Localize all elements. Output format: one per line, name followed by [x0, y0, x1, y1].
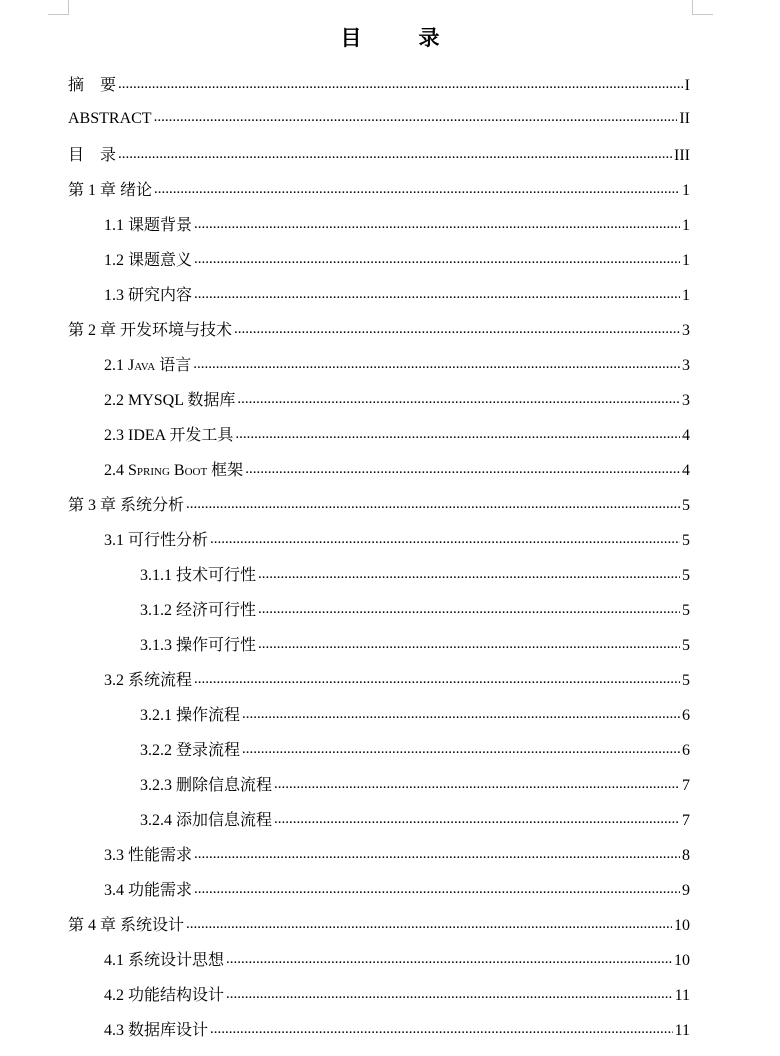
toc-entry-page-number: 5 — [682, 497, 690, 514]
toc-entry-page-number: 6 — [682, 742, 690, 759]
toc-entry[interactable] — [104, 457, 690, 481]
toc-entry[interactable] — [68, 72, 690, 96]
toc-entry-label: 3.1 可行性分析 — [104, 532, 209, 549]
toc-entry-label: 4.2 功能结构设计 — [104, 987, 225, 1004]
toc-entry[interactable] — [104, 352, 690, 376]
toc-entry-label: 目 录 — [68, 147, 117, 164]
toc-entry-label: 第 2 章 开发环境与技术 — [68, 322, 233, 339]
toc-dot-leader — [226, 984, 673, 1000]
toc-entry-page-number: 1 — [682, 182, 690, 199]
toc-entry-label: 2.4 Spring Boot 框架 — [104, 462, 244, 479]
toc-entry-page-number: 3 — [682, 392, 690, 409]
toc-dot-leader — [274, 809, 680, 825]
toc-entry-page-number: 1 — [682, 217, 690, 234]
toc-dot-leader — [154, 179, 680, 195]
crop-mark-top-right — [692, 0, 713, 15]
toc-dot-leader — [210, 529, 680, 545]
toc-entry[interactable] — [68, 142, 690, 166]
toc-dot-leader — [194, 844, 680, 860]
toc-entry-page-number: 4 — [682, 462, 690, 479]
toc-entry-label: 3.2.1 操作流程 — [140, 707, 241, 724]
toc-entry-label: 第 4 章 系统设计 — [68, 917, 185, 934]
toc-entry-page-number: 5 — [682, 602, 690, 619]
toc-dot-leader — [226, 949, 672, 965]
toc-dot-leader — [194, 284, 680, 300]
toc-entry[interactable] — [104, 282, 690, 306]
toc-entry-label: 2.2 MYSQL 数据库 — [104, 392, 236, 409]
toc-entry[interactable] — [104, 667, 690, 691]
toc-entry-page-number: 11 — [674, 987, 690, 1004]
toc-dot-leader — [242, 739, 680, 755]
toc-entry[interactable] — [140, 772, 690, 796]
toc-entry-page-number: III — [674, 147, 690, 164]
toc-dot-leader — [258, 599, 680, 615]
toc-entry-label: 第 1 章 绪论 — [68, 182, 153, 199]
toc-entry-page-number: II — [679, 110, 690, 127]
toc-dot-leader — [194, 214, 680, 230]
toc-dot-leader — [237, 389, 680, 405]
toc-entry-label: 3.1.2 经济可行性 — [140, 602, 257, 619]
toc-entry-label: 4.3 数据库设计 — [104, 1022, 209, 1039]
toc-entry-page-number: 5 — [682, 532, 690, 549]
toc-entry-label: ABSTRACT — [68, 110, 152, 127]
toc-entry[interactable] — [104, 247, 690, 271]
toc-entry-page-number: 5 — [682, 637, 690, 654]
toc-entry-page-number: 5 — [682, 567, 690, 584]
toc-entry-label: 1.2 课题意义 — [104, 252, 193, 269]
toc-entry[interactable] — [68, 912, 690, 936]
toc-entry-page-number: 8 — [682, 847, 690, 864]
toc-entry-label: 3.2 系统流程 — [104, 672, 193, 689]
toc-entry-page-number: I — [684, 77, 690, 94]
toc-entry-label: 3.3 性能需求 — [104, 847, 193, 864]
toc-dot-leader — [245, 459, 680, 475]
toc-entry-page-number: 3 — [682, 357, 690, 374]
toc-entry[interactable] — [104, 422, 690, 446]
toc-entry[interactable] — [68, 492, 690, 516]
toc-entry[interactable] — [104, 1017, 690, 1041]
toc-dot-leader — [258, 634, 680, 650]
toc-entry[interactable] — [140, 562, 690, 586]
toc-entry[interactable] — [68, 107, 690, 131]
toc-dot-leader — [118, 74, 683, 90]
toc-entry[interactable] — [140, 597, 690, 621]
toc-entry[interactable] — [140, 807, 690, 831]
toc-entry-label: 3.1.1 技术可行性 — [140, 567, 257, 584]
toc-entry[interactable] — [140, 737, 690, 761]
toc-entry-label: 第 3 章 系统分析 — [68, 497, 185, 514]
toc-dot-leader — [194, 879, 680, 895]
toc-dot-leader — [210, 1019, 673, 1035]
toc-dot-leader — [235, 424, 680, 440]
toc-entry-label: 3.2.2 登录流程 — [140, 742, 241, 759]
toc-entry-page-number: 7 — [682, 777, 690, 794]
toc-entry-page-number: 9 — [682, 882, 690, 899]
toc-entry-page-number: 7 — [682, 812, 690, 829]
toc-dot-leader — [194, 249, 680, 265]
toc-entry-page-number: 1 — [682, 287, 690, 304]
toc-entry-label: 3.1.3 操作可行性 — [140, 637, 257, 654]
toc-entry-label: 摘 要 — [68, 77, 117, 94]
toc-entry-page-number: 5 — [682, 672, 690, 689]
toc-dot-leader — [193, 354, 680, 370]
toc-entry[interactable] — [104, 947, 690, 971]
toc-entry[interactable] — [68, 177, 690, 201]
toc-entry-label: 1.3 研究内容 — [104, 287, 193, 304]
toc-entry-label: 3.4 功能需求 — [104, 882, 193, 899]
page-title: 目 录 — [340, 26, 458, 50]
toc-entry-label: 2.1 Java 语言 — [104, 357, 192, 374]
crop-mark-top-left — [48, 0, 69, 15]
toc-entry-page-number: 1 — [682, 252, 690, 269]
toc-dot-leader — [194, 669, 680, 685]
toc-entry-page-number: 11 — [674, 1022, 690, 1039]
toc-entry-label: 2.3 IDEA 开发工具 — [104, 427, 234, 444]
toc-entry[interactable] — [104, 387, 690, 411]
toc-entry[interactable] — [104, 877, 690, 901]
toc-entry[interactable] — [104, 842, 690, 866]
toc-entry-page-number: 10 — [674, 952, 690, 969]
toc-dot-leader — [274, 774, 680, 790]
toc-entry-page-number: 6 — [682, 707, 690, 724]
toc-dot-leader — [242, 704, 680, 720]
toc-entry-label: 3.2.3 删除信息流程 — [140, 777, 273, 794]
toc-entry[interactable] — [68, 317, 690, 341]
toc-dot-leader — [234, 319, 680, 335]
toc-dot-leader — [186, 914, 672, 930]
toc-dot-leader — [118, 144, 672, 160]
toc-entry-page-number: 4 — [682, 427, 690, 444]
toc-entry-label: 4.1 系统设计思想 — [104, 952, 225, 969]
toc-dot-leader — [154, 107, 678, 123]
toc-dot-leader — [258, 564, 680, 580]
toc-entry-label: 3.2.4 添加信息流程 — [140, 812, 273, 829]
toc-entry-page-number: 3 — [682, 322, 690, 339]
toc-entry-label: 1.1 课题背景 — [104, 217, 193, 234]
toc-dot-leader — [186, 494, 680, 510]
toc-entry[interactable] — [104, 982, 690, 1006]
toc-entry-page-number: 10 — [674, 917, 690, 934]
toc-entry[interactable] — [140, 702, 690, 726]
toc-entry[interactable] — [104, 212, 690, 236]
toc-entry[interactable] — [140, 632, 690, 656]
toc-entry[interactable] — [104, 527, 690, 551]
